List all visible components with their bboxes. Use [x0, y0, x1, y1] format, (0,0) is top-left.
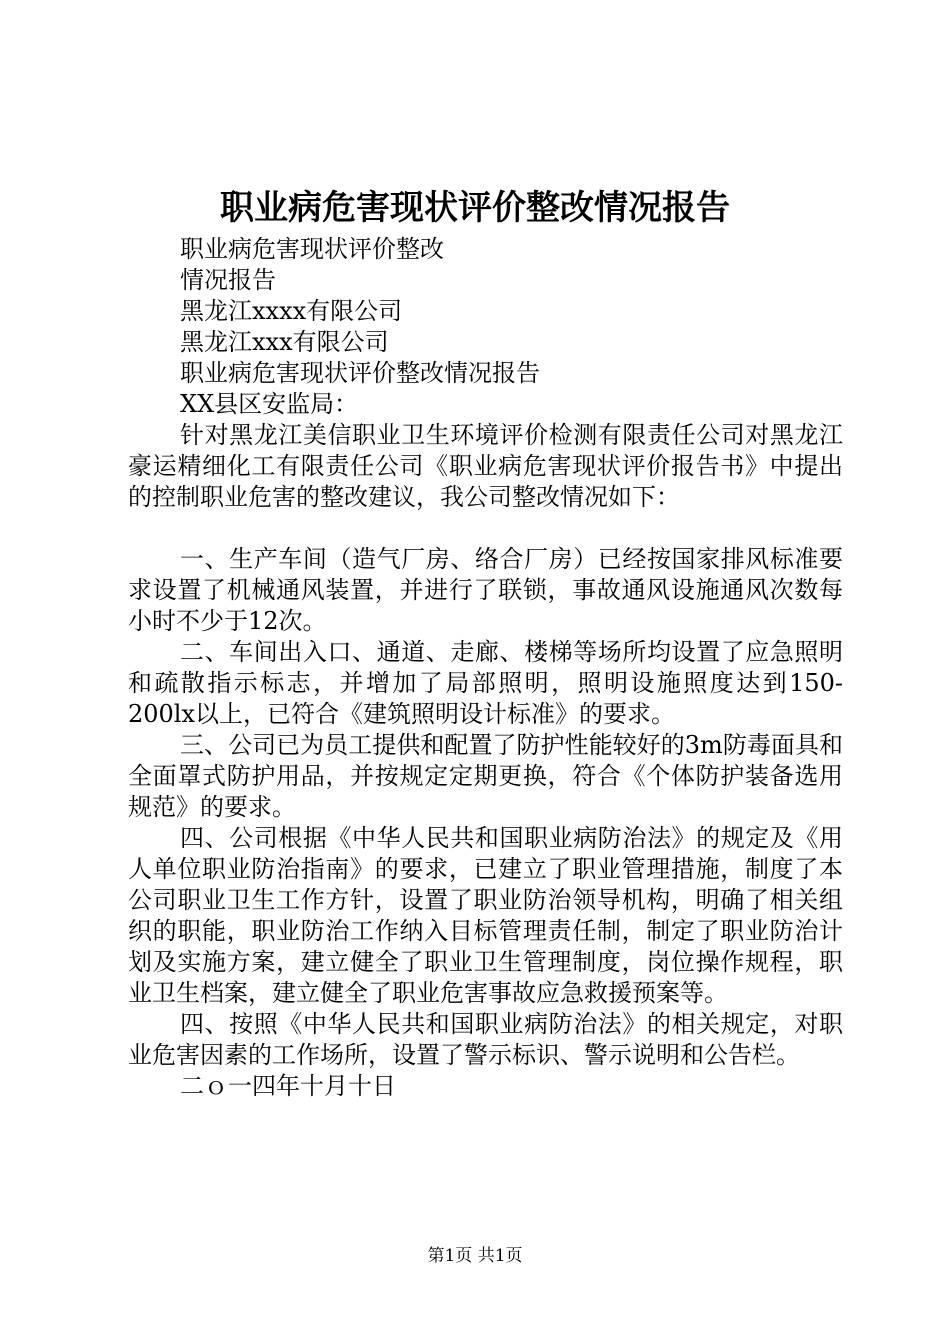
item-paragraph-1: 一、生产车间（造气厂房、络合厂房）已经按国家排风标准要求设置了机械通风装置，并进行了联锁，事故通风设施通风次数每小时不少于12次。 — [128, 545, 843, 635]
document-body — [128, 234, 843, 1102]
item-paragraph-4: 四、公司根据《中华人民共和国职业病防治法》的规定及《用人单位职业防治指南》的要求，已建立了职业管理措施，制度了本公司职业卫生工作方针，设置了职业防治领导机构，明确了相关组织的职能，职业防治工作纳入目标管理责任制，制定了职业防治计划及实施方案，建立健全了职业卫生管理制度，岗位操作规程，职业卫生档案，建立健全了职业危害事故应急救援预案等。 — [128, 824, 843, 1007]
header-line-title-part1: 职业病危害现状评价整改 — [180, 235, 444, 263]
header-line-report-title: 职业病危害现状评价整改情况报告 — [180, 359, 540, 387]
document-date: 二ｏ一四年十月十日 — [180, 1072, 396, 1100]
document-title: 职业病危害现状评价整改情况报告 — [220, 188, 730, 228]
paragraph-gap — [128, 513, 843, 544]
header-line-title-part2: 情况报告 — [180, 266, 276, 294]
page-footer: 第1页 共1页 — [427, 1246, 523, 1266]
header-line-company-1: 黑龙江xxxx有限公司 — [180, 297, 403, 325]
header-line-company-2: 黑龙江xxx有限公司 — [180, 328, 389, 356]
item-paragraph-3: 三、公司已为员工提供和配置了防护性能较好的3m防毒面具和全面罩式防护用品，并按规定定期更换，符合《个体防护装备选用规范》的要求。 — [128, 731, 843, 821]
item-paragraph-2: 二、车间出入口、通道、走廊、楼梯等场所均设置了应急照明和疏散指示标志，并增加了局部照明，照明设施照度达到150-200lx以上，已符合《建筑照明设计标准》的要求。 — [128, 638, 843, 728]
item-paragraph-5: 四、按照《中华人民共和国职业病防治法》的相关规定，对职业危害因素的工作场所，设置了警示标识、警示说明和公告栏。 — [128, 1010, 843, 1069]
addressee: XX县区安监局： — [180, 390, 359, 418]
intro-paragraph: 针对黑龙江美信职业卫生环境评价检测有限责任公司对黑龙江豪运精细化工有限责任公司《职业病危害现状评价报告书》中提出的控制职业危害的整改建议，我公司整改情况如下： — [128, 421, 843, 511]
